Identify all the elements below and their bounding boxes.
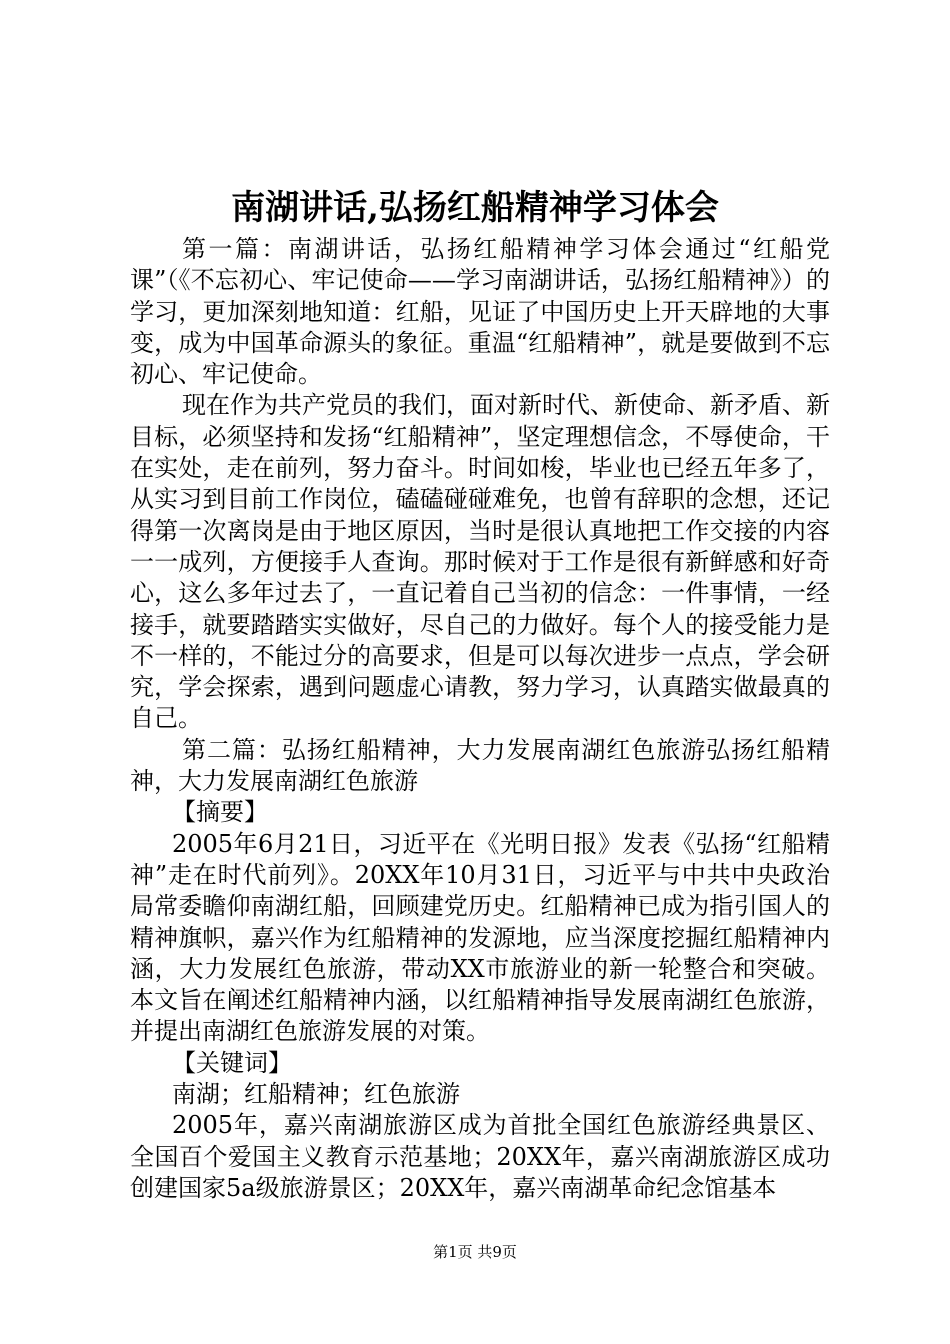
document-title: 南湖讲话,弘扬红船精神学习体会	[231, 188, 719, 228]
abstract-heading: 【摘要】	[172, 798, 268, 827]
paragraph-part-two-heading: 第二篇：弘扬红船精神，大力发展南湖红色旅游弘扬红船精神，大力发展南湖红色旅游	[130, 735, 830, 796]
paragraph-part-one: 第一篇：南湖讲话，弘扬红船精神学习体会通过“红船党课”（《不忘初心、牢记使命——学习南湖讲话，弘扬红船精神》）的学习，更加深刻地知道：红船，见证了中国历史上开天辟地的大事变，成为中国革命源头的象征。重温“红船精神”，就是要做到不忘初心、牢记使命。	[130, 235, 830, 389]
paragraph-reflection: 现在作为共产党员的我们，面对新时代、新使命、新矛盾、新目标，必须坚持和发扬“红船精神”，坚定理想信念，不辱使命，干在实处，走在前列，努力奋斗。时间如梭，毕业也已经五年多了，从实习到目前工作岗位，磕磕碰碰难免，也曾有辞职的念想，还记得第一次离岗是由于地区原因，当时是很认真地把工作交接的内容一一成列，方便接手人查询。那时候对于工作是很有新鲜感和好奇心，这么多年过去了，一直记着自己当初的信念：一件事情，一经接手，就要踏踏实实做好，尽自己的力做好。每个人的接受能力是不一样的，不能过分的高要求，但是可以每次进步一点点，学会研究，学会探索，遇到问题虚心请教，努力学习，认真踏实做最真的自己。	[130, 391, 830, 733]
page-number-footer: 第1页 共9页	[433, 1243, 517, 1261]
paragraph-history: 2005年，嘉兴南湖旅游区成为首批全国红色旅游经典景区、全国百个爱国主义教育示范基地；20XX年，嘉兴南湖旅游区成功创建国家5a级旅游景区；20XX年，嘉兴南湖革命纪念馆基本	[130, 1111, 830, 1202]
document-body	[130, 234, 830, 1204]
abstract-text: 2005年6月21日，习近平在《光明日报》发表《弘扬“红船精神”走在时代前列》。20XX年10月31日，习近平与中共中央政治局常委瞻仰南湖红船，回顾建党历史。红船精神已成为指引国人的精神旗帜，嘉兴作为红船精神的发源地，应当深度挖掘红船精神内涵，大力发展红色旅游，带动XX市旅游业的新一轮整合和突破。本文旨在阐述红船精神内涵，以红船精神指导发展南湖红色旅游，并提出南湖红色旅游发展的对策。	[130, 829, 830, 1046]
keywords-heading: 【关键词】	[172, 1048, 292, 1077]
keywords-text: 南湖；红船精神；红色旅游	[172, 1080, 460, 1109]
